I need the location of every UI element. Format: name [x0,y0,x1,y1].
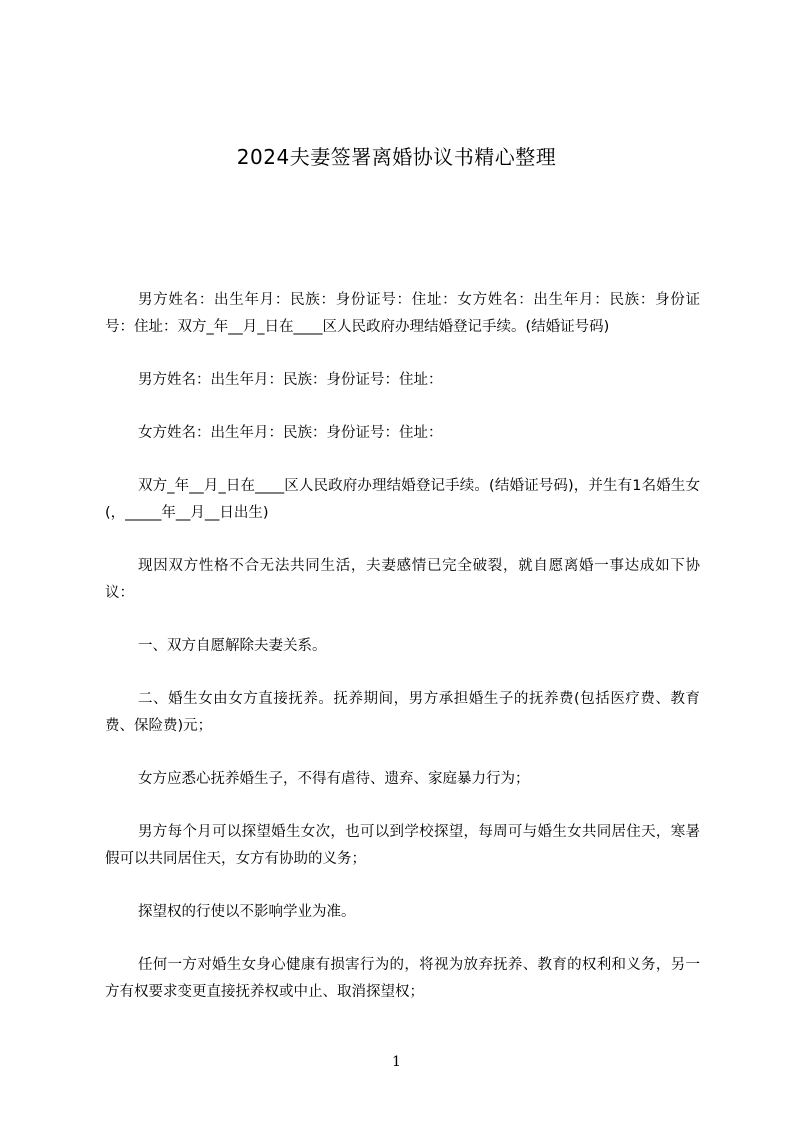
paragraph-marriage-registration: 双方_年__月_日在____区人民政府办理结婚登记手续。(结婚证号码)，并生有1名婚生女(，_____年__月__日出生) [105,478,700,521]
page-number: 1 [392,1054,401,1070]
document-body [105,287,700,1032]
paragraph-parties-info: 男方姓名：出生年月：民族：身份证号：住址：女方姓名：出生年月：民族：身份证号：住址：双方_年__月_日在____区人民政府办理结婚登记手续。(结婚证号码) [105,292,700,335]
document-title: 2024夫妻签署离婚协议书精心整理 [236,145,557,169]
paragraph-clause-1: 一、双方自愿解除夫妻关系。 [138,638,327,654]
paragraph-clause-2: 二、婚生女由女方直接抚养。抚养期间，男方承担婚生子的抚养费(包括医疗费、教育费、保险费)元； [105,691,700,734]
paragraph-harm-clause: 任何一方对婚生女身心健康有损害行为的，将视为放弃抚养、教育的权利和义务，另一方有权要求变更直接抚养权或中止、取消探望权； [105,957,700,1000]
paragraph-husband-info: 男方姓名：出生年月：民族：身份证号：住址： [138,372,443,388]
paragraph-divorce-reason: 现因双方性格不合无法共同生活，夫妻感情已完全破裂，就自愿离婚一事达成如下协议： [105,558,700,601]
paragraph-wife-info: 女方姓名：出生年月：民族：身份证号：住址： [138,425,443,441]
paragraph-custody-duty: 女方应悉心抚养婚生子，不得有虐待、遗弃、家庭暴力行为； [138,771,530,787]
paragraph-visitation-limit: 探望权的行使以不影响学业为准。 [138,904,356,920]
paragraph-visitation: 男方每个月可以探望婚生女次，也可以到学校探望，每周可与婚生女共同居住天，寒暑假可以共同居住天，女方有协助的义务； [105,824,700,867]
